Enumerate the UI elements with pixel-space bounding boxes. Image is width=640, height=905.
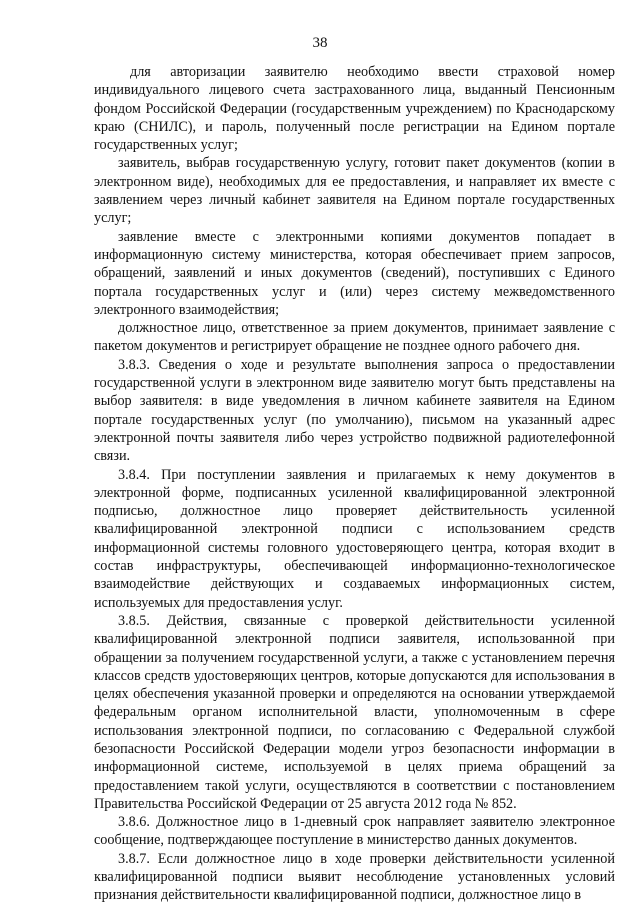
paragraph-ministry-system: заявление вместе с электронными копиями документов попадает в информационную систему министерства, которая обеспечивает прием запросов, обращений, заявлений и иных документов (сведений), поступивших с Единого портала государственных услуг и (или) через систему межведомственного электронного взаимодействия; — [94, 228, 615, 318]
paragraph-document-package: заявитель, выбрав государственную услугу, готовит пакет документов (копии в электронном виде), необходимых для ее предоставления, и направляет их вместе с заявлением через личный кабинет заявителя на Едином портале государственных услуг; — [94, 155, 615, 227]
paragraph-3-8-5: 3.8.5. Действия, связанные с проверкой действительности усиленной квалифицированной электронной подписи заявителя, использованной при обращении за получением государственной услуги, а также с установлением перечня классов средств удостоверяющих центров, которые допускаются для использования в целях обеспечения указанной проверки и определяются на основании утверждаемой федеральным органом исполнительной власти, уполномоченным в сфере использования электронной подписи, по согласованию с Федеральной службой безопасности Российской Федерации модели угроз безопасности информации в информационной системе, используемой в целях приема обращений за предоставлением такой услуги, осуществляются в соответствии с постановлением Правительства Российской Федерации от 25 августа 2012 года № 852. — [94, 612, 615, 812]
page-number: 38 — [312, 35, 328, 51]
paragraph-3-8-4: 3.8.4. При поступлении заявления и прилагаемых к нему документов в электронной форме, подписанных усиленной квалифицированной электронной подписью, должностное лицо проверяет действительность усиленной квалифицированной электронной подписи с использованием средств информационной системы головного удостоверяющего центра, которая входит в состав инфраструктуры, обеспечивающей информационно-технологическое взаимодействие действующих и создаваемых информационных систем, используемых для предоставления услуг. — [94, 466, 615, 611]
paragraph-3-8-7: 3.8.7. Если должностное лицо в ходе проверки действительности усиленной квалифицированной подписи выявит несоблюдение установленных условий признания действительности квалифицированной подписи, должностное лицо в — [94, 850, 615, 904]
paragraph-authorization: для авторизации заявителю необходимо ввести страховой номер индивидуального лицевого счета застрахованного лица, выданный Пенсионным фондом Российской Федерации (государственным учреждением) по Краснодарскому краю (СНИЛС), и пароль, полученный после регистрации на Едином портале государственных услуг; — [94, 64, 615, 154]
paragraph-3-8-3: 3.8.3. Сведения о ходе и результате выполнения запроса о предоставлении государственной услуги в электронном виде заявителю могут быть представлены на выбор заявителя: в виде уведомления в личном кабинете заявителя на Едином портале государственных услуг (по умолчанию), письмом на указанный адрес электронной почты заявителя либо через устройство подвижной радиотелефонной связи. — [94, 356, 615, 465]
page-body — [94, 63, 615, 905]
paragraph-3-8-6: 3.8.6. Должностное лицо в 1-дневный срок направляет заявителю электронное сообщение, подтверждающее поступление в министерство данных документов. — [94, 814, 615, 849]
paragraph-registration: должностное лицо, ответственное за прием документов, принимает заявление с пакетом документов и регистрирует обращение не позднее одного рабочего дня. — [94, 320, 615, 355]
